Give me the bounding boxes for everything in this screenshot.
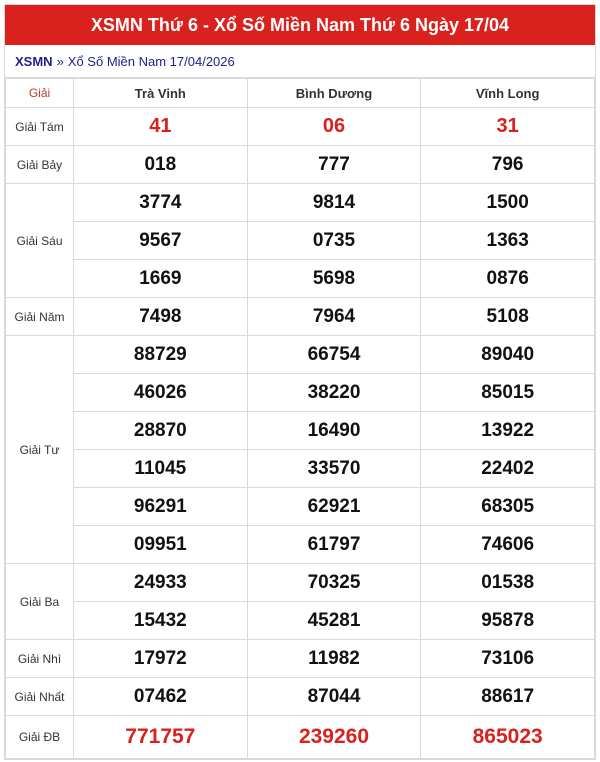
prize-number: 11045	[74, 450, 248, 488]
prize-number: 95878	[421, 602, 595, 640]
page-title: XSMN Thứ 6 - Xổ Số Miền Nam Thứ 6 Ngày 17/04	[5, 5, 595, 45]
prize-label: Giải Nhất	[6, 678, 74, 716]
table-row	[6, 374, 595, 412]
prize-number: 11982	[247, 640, 421, 678]
table-row	[6, 602, 595, 640]
prize-number: 31	[421, 108, 595, 146]
prize-number: 96291	[74, 488, 248, 526]
province-header[interactable]: Vĩnh Long	[421, 79, 595, 108]
prize-number: 45281	[247, 602, 421, 640]
prize-number: 0876	[421, 260, 595, 298]
prize-number: 61797	[247, 526, 421, 564]
prize-number: 28870	[74, 412, 248, 450]
prize-number: 9814	[247, 184, 421, 222]
prize-label: Giải ĐB	[6, 716, 74, 759]
prize-number: 07462	[74, 678, 248, 716]
prize-number: 68305	[421, 488, 595, 526]
prize-number: 24933	[74, 564, 248, 602]
prize-number: 06	[247, 108, 421, 146]
prize-number: 09951	[74, 526, 248, 564]
prize-number: 73106	[421, 640, 595, 678]
table-row	[6, 564, 595, 602]
prize-number: 38220	[247, 374, 421, 412]
prize-column-header: Giải	[6, 79, 74, 108]
prize-label: Giải Năm	[6, 298, 74, 336]
breadcrumb-current-link[interactable]: Xổ Số Miền Nam 17/04/2026	[67, 53, 235, 69]
prize-number: 018	[74, 146, 248, 184]
table-row	[6, 526, 595, 564]
table-row	[6, 146, 595, 184]
prize-number: 1669	[74, 260, 248, 298]
prize-number: 33570	[247, 450, 421, 488]
results-body	[6, 108, 595, 759]
prize-number: 7498	[74, 298, 248, 336]
prize-number: 62921	[247, 488, 421, 526]
prize-number: 9567	[74, 222, 248, 260]
table-row	[6, 184, 595, 222]
prize-label: Giải Bảy	[6, 146, 74, 184]
prize-number: 771757	[74, 716, 248, 759]
prize-number: 66754	[247, 336, 421, 374]
prize-number: 41	[74, 108, 248, 146]
table-header-row	[6, 79, 595, 108]
prize-number: 7964	[247, 298, 421, 336]
table-row	[6, 488, 595, 526]
breadcrumb-home-link[interactable]: XSMN	[15, 53, 53, 69]
prize-number: 3774	[74, 184, 248, 222]
table-row	[6, 640, 595, 678]
prize-label: Giải Tư	[6, 336, 74, 564]
table-row	[6, 450, 595, 488]
prize-number: 22402	[421, 450, 595, 488]
prize-number: 87044	[247, 678, 421, 716]
results-table	[5, 78, 595, 759]
table-row	[6, 260, 595, 298]
prize-number: 89040	[421, 336, 595, 374]
table-row	[6, 412, 595, 450]
table-row	[6, 716, 595, 759]
prize-label: Giải Tám	[6, 108, 74, 146]
prize-number: 01538	[421, 564, 595, 602]
table-row	[6, 298, 595, 336]
prize-number: 85015	[421, 374, 595, 412]
prize-number: 0735	[247, 222, 421, 260]
prize-number: 74606	[421, 526, 595, 564]
prize-number: 5698	[247, 260, 421, 298]
breadcrumb	[5, 45, 595, 78]
prize-number: 1363	[421, 222, 595, 260]
prize-number: 70325	[247, 564, 421, 602]
prize-number: 16490	[247, 412, 421, 450]
prize-number: 1500	[421, 184, 595, 222]
prize-number: 5108	[421, 298, 595, 336]
table-row	[6, 108, 595, 146]
prize-number: 88617	[421, 678, 595, 716]
province-header[interactable]: Trà Vinh	[74, 79, 248, 108]
prize-number: 865023	[421, 716, 595, 759]
prize-number: 46026	[74, 374, 248, 412]
table-row	[6, 222, 595, 260]
table-row	[6, 336, 595, 374]
breadcrumb-separator: »	[56, 53, 64, 69]
prize-number: 88729	[74, 336, 248, 374]
table-row	[6, 678, 595, 716]
province-header[interactable]: Bình Dương	[247, 79, 421, 108]
prize-number: 13922	[421, 412, 595, 450]
prize-number: 777	[247, 146, 421, 184]
prize-number: 15432	[74, 602, 248, 640]
results-panel	[4, 4, 596, 760]
prize-label: Giải Ba	[6, 564, 74, 640]
prize-label: Giải Sáu	[6, 184, 74, 298]
prize-number: 17972	[74, 640, 248, 678]
prize-number: 239260	[247, 716, 421, 759]
prize-number: 796	[421, 146, 595, 184]
prize-label: Giải Nhì	[6, 640, 74, 678]
